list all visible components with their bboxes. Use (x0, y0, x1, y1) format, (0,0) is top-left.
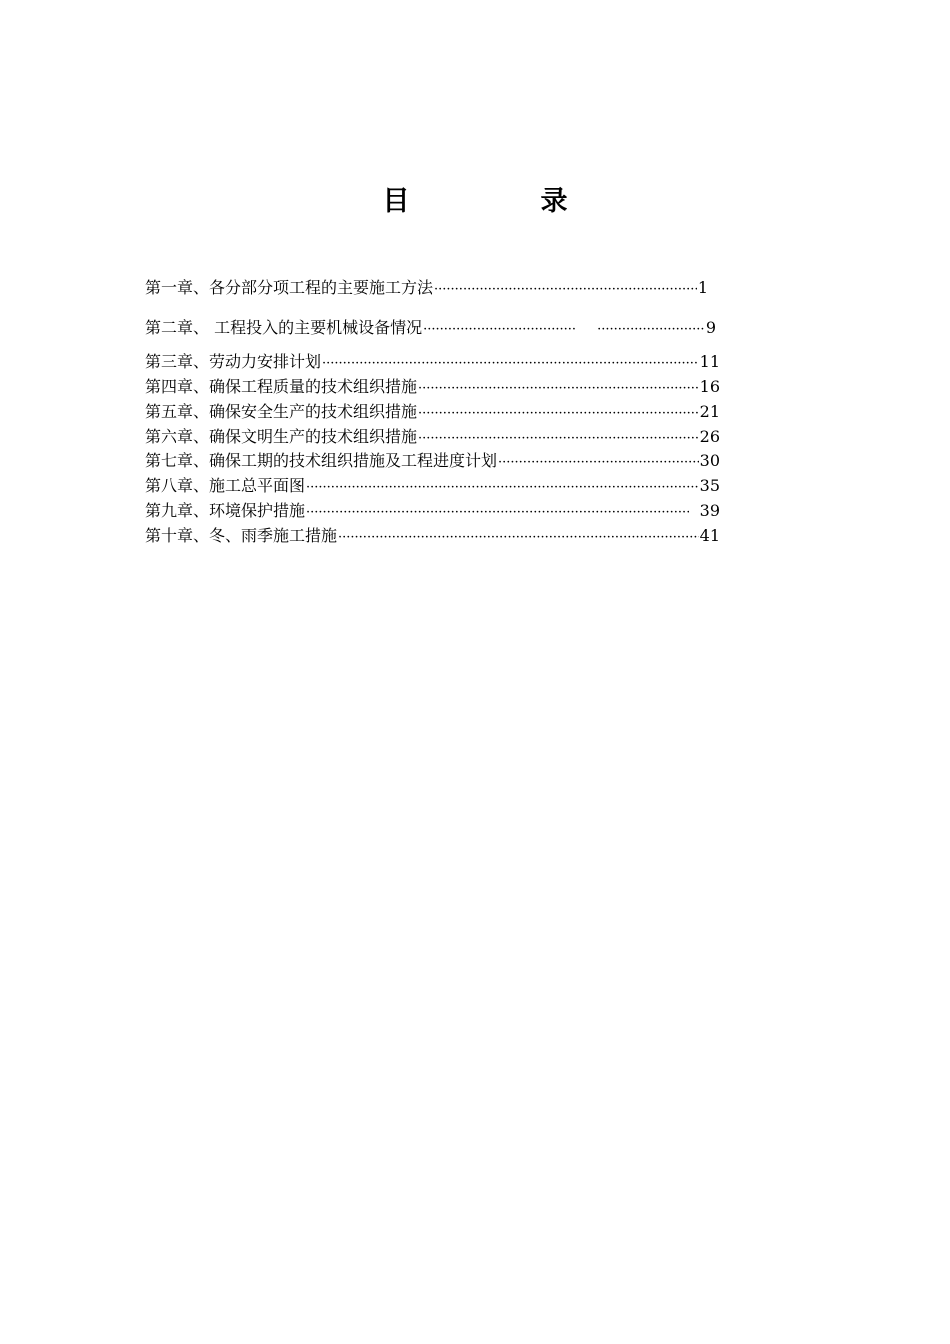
toc-entry-text: 第八章、施工总平面图 (145, 476, 306, 495)
toc-leader (306, 476, 699, 500)
toc-entry (145, 449, 720, 473)
toc-entry-page: 41 (699, 526, 720, 545)
toc-entry (145, 524, 720, 548)
toc-entry-text: 第九章、环境保护措施 (145, 501, 306, 520)
toc-leader (434, 278, 697, 302)
toc-leader (418, 402, 699, 426)
toc-leader (423, 318, 575, 342)
toc-entry (145, 474, 720, 498)
toc-leader (498, 451, 699, 475)
toc-entry-text: 第五章、确保安全生产的技术组织措施 (145, 402, 418, 421)
toc-entry-text: 第三章、劳动力安排计划 (145, 352, 322, 371)
toc-entry-text: 第六章、确保文明生产的技术组织措施 (145, 427, 418, 446)
toc-entry-page: 39 (699, 501, 720, 520)
toc-entry (145, 425, 720, 449)
toc-entry-text: 第一章、各分部分项工程的主要施工方法 (145, 278, 434, 297)
toc-entry (145, 375, 720, 399)
toc-entry-text: 第四章、确保工程质量的技术组织措施 (145, 377, 418, 396)
toc-entry-page: 16 (699, 377, 720, 396)
toc-leader (322, 352, 699, 376)
toc-leader (306, 501, 689, 525)
toc-entry-text: 第十章、冬、雨季施工措施 (145, 526, 338, 545)
toc-entry-page: 35 (699, 476, 720, 495)
toc-entry-page: 11 (699, 352, 720, 371)
toc-entry (145, 400, 720, 424)
toc-entry (145, 316, 716, 340)
toc-title: 目 录 (382, 186, 620, 217)
toc-entry (145, 350, 720, 374)
toc-entry (145, 499, 720, 523)
toc-entry (145, 276, 708, 300)
toc-entry-page: 21 (699, 402, 720, 421)
toc-leader (597, 318, 705, 342)
toc-entry-page: 30 (699, 451, 720, 470)
toc-entry-page: 1 (697, 278, 708, 297)
toc-entry-text: 第七章、确保工期的技术组织措施及工程进度计划 (145, 451, 498, 470)
toc-entry-page: 26 (699, 427, 720, 446)
toc-leader (338, 526, 699, 550)
toc-entry-text: 第二章、 工程投入的主要机械设备情况 (145, 318, 423, 337)
toc-entry-page: 9 (705, 318, 716, 337)
toc-leader (418, 377, 699, 401)
toc-leader (418, 427, 699, 451)
